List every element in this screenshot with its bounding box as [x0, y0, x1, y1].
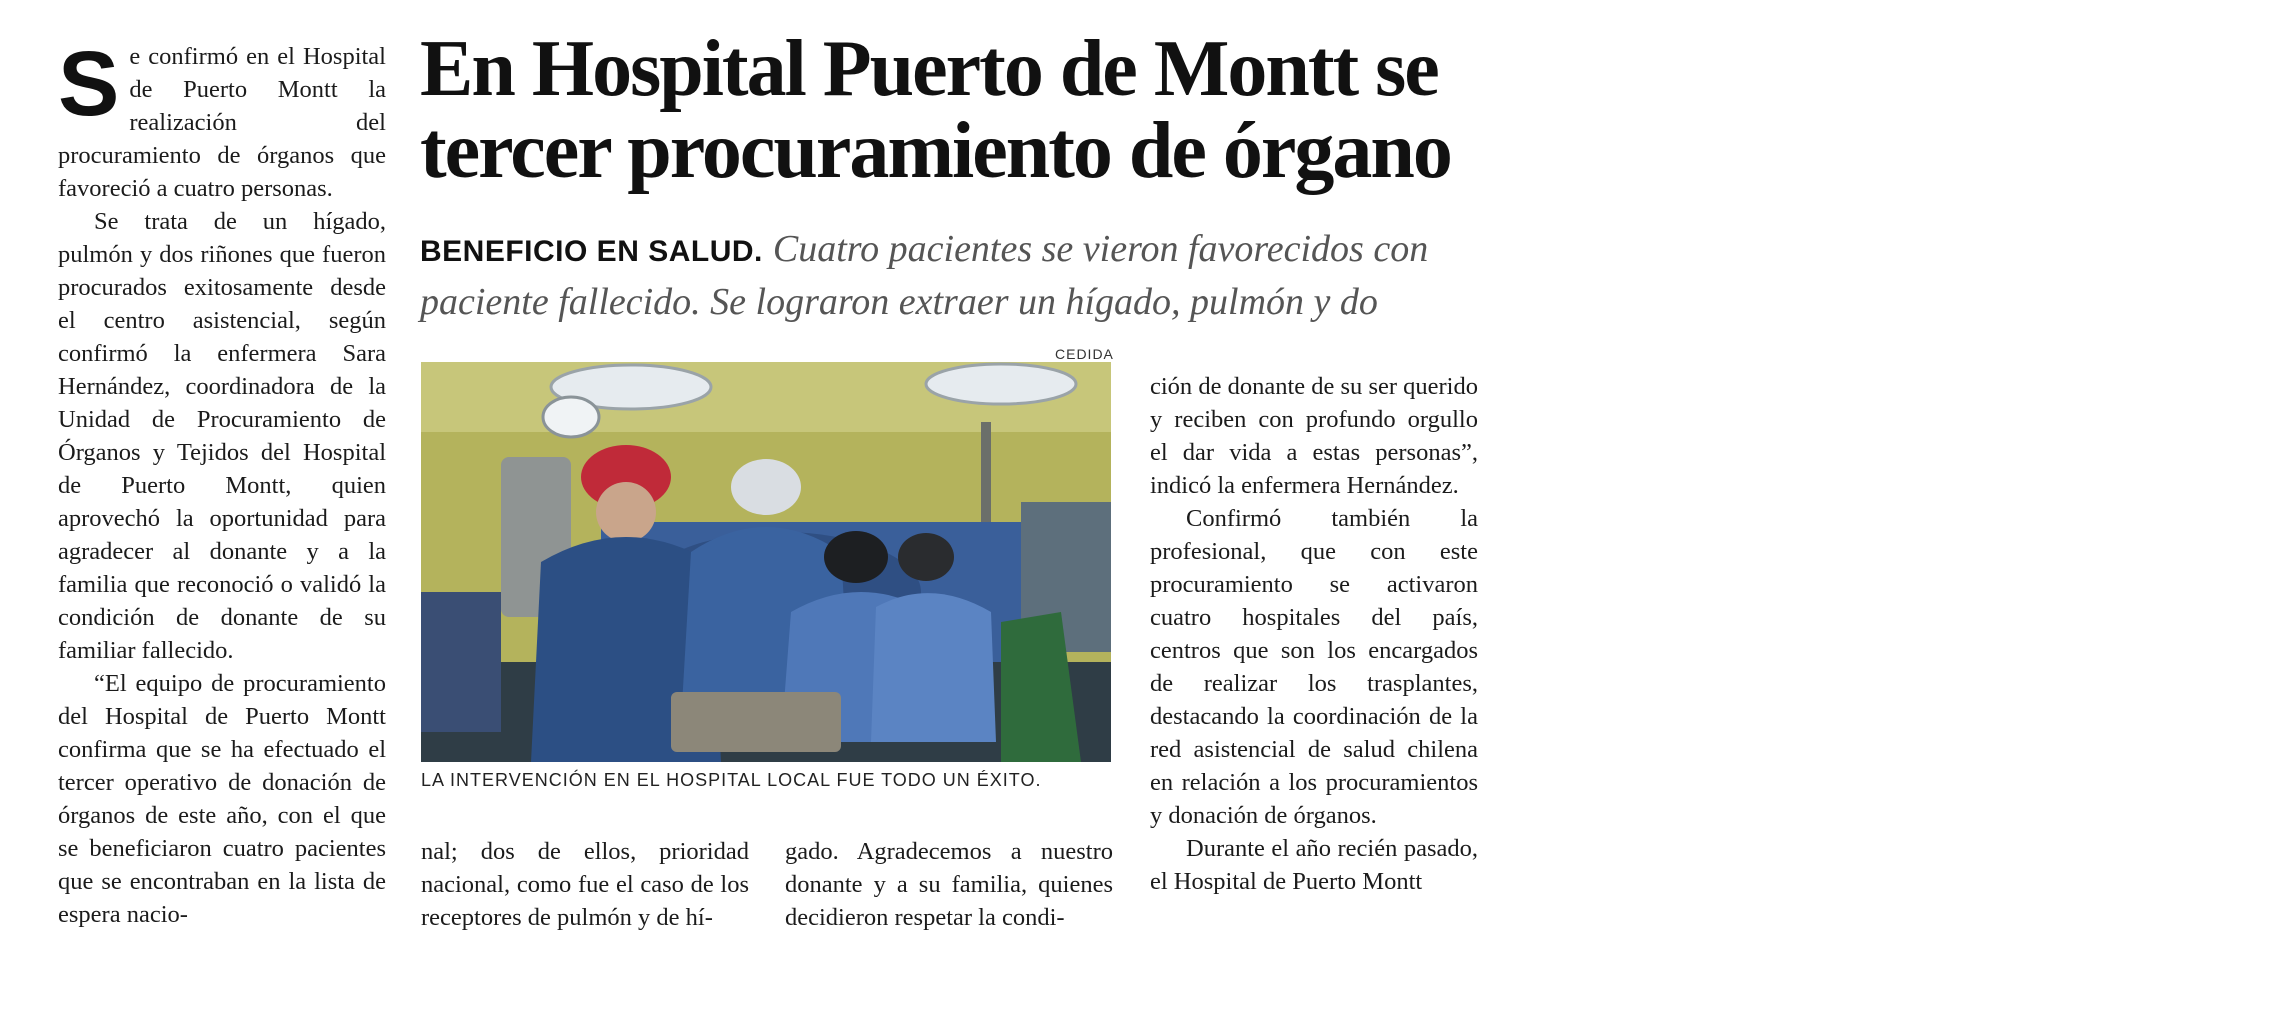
paragraph-6: ción de donante de su ser querido y reciben con profundo orgullo el dar vida a estas personas”, indicó la enfermera Hernández. — [1150, 373, 1478, 499]
article-column-3 — [785, 835, 1113, 934]
paragraph-4: nal; dos de ellos, prioridad nacional, como fue el caso de los receptores de pulmón y de hí- — [421, 838, 749, 931]
surgery-photo — [421, 362, 1111, 762]
deck-line-1: Cuatro pacientes se vieron favorecidos con — [772, 228, 1429, 270]
paragraph-3: “El equipo de procuramiento del Hospital de Puerto Montt confirma que se ha efectuado el tercer operativo de donación de órganos de este año, con el que se beneficiaron cuatro pacientes que se encontraban en la lista de espera nacio- — [58, 670, 386, 928]
photo-credit: CEDIDA — [1055, 346, 1114, 362]
deck-line-2: paciente fallecido. Se lograron extraer un hígado, pulmón y do — [420, 281, 1378, 323]
drop-cap: S — [58, 33, 120, 135]
article-headline — [420, 25, 1490, 195]
article-column-1 — [58, 33, 386, 931]
paragraph-2: Se trata de un hígado, pulmón y dos riñones que fueron procurados exitosamente desde el centro asistencial, según confirmó la enfermera Sara Hernández, coordinadora de la Unidad de Procuramiento de Órganos y Tejidos del Hospital de Puerto Montt, quien aprovechó la oportunidad para agradecer al donante y a la familia que reconoció o validó la condición de donante de su familiar fallecido. — [58, 208, 386, 664]
paragraph-7: Confirmó también la profesional, que con este procuramiento se activaron cuatro hospitales del país, centros que son los encargados de realizar los trasplantes, destacando la coordinación de la red asistencial de salud chilena en relación a los procuramientos y donación de órganos. — [1150, 505, 1478, 829]
paragraph-1-text: e confirmó en el Hospital de Puerto Montt la realización del procuramiento de órganos que favoreció a cuatro personas. — [58, 43, 386, 202]
article-column-4 — [1150, 370, 1478, 898]
paragraph-5: gado. Agradecemos a nuestro donante y a su familia, quienes decidieron respetar la condi- — [785, 838, 1113, 931]
surgery-scene-illustration — [421, 362, 1111, 762]
paragraph-8: Durante el año recién pasado, el Hospital de Puerto Montt — [1150, 835, 1478, 895]
kicker-label: BENEFICIO EN SALUD. — [420, 235, 763, 268]
photo-caption: LA INTERVENCIÓN EN EL HOSPITAL LOCAL FUE TODO UN ÉXITO. — [421, 770, 1042, 790]
headline-line-2: tercer procuramiento de órgano — [420, 107, 1451, 195]
article-deck — [420, 224, 1490, 327]
headline-line-1: En Hospital Puerto de Montt se — [420, 25, 1438, 113]
article-column-2 — [421, 835, 749, 934]
paragraph-1 — [58, 33, 386, 205]
